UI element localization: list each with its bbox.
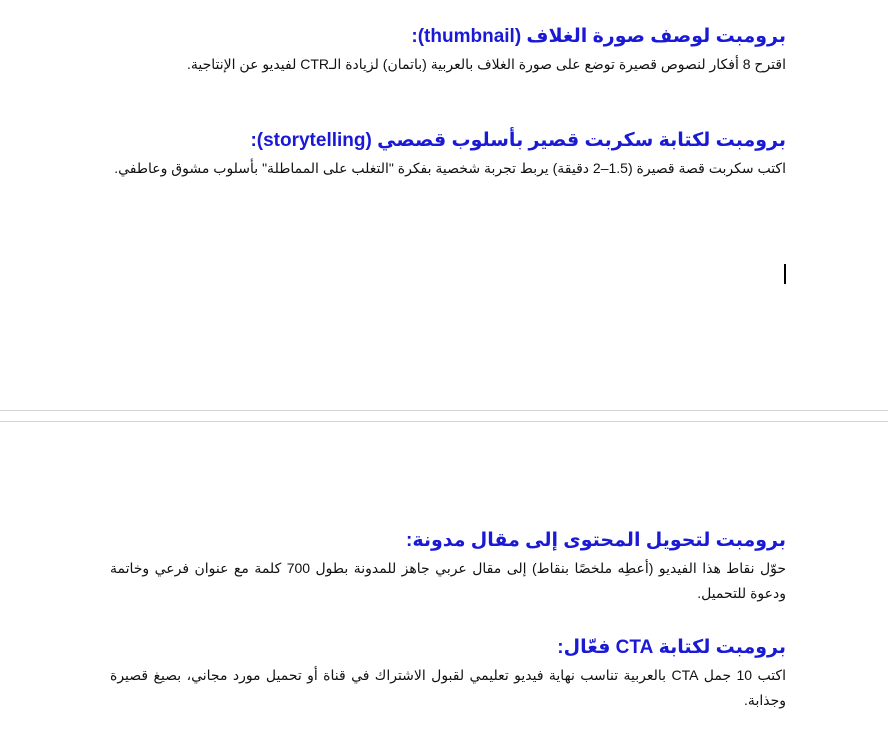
- text-cursor: [784, 264, 786, 284]
- section-storytelling-prompt: [110, 128, 786, 181]
- section-thumbnail-prompt: [110, 24, 786, 77]
- section-heading: برومبت لكتابة سكربت قصير بأسلوب قصصي (storytelling):: [250, 130, 786, 151]
- section-body[interactable]: اكتب سكربت قصة قصيرة (1.5–2 دقيقة) يربط تجربة شخصية بفكرة "التغلب على المماطلة" بأسلوب مشوق وعاطفي.: [114, 160, 786, 176]
- section-heading: برومبت لكتابة CTA فعّال:: [557, 637, 786, 658]
- section-body[interactable]: اكتب 10 جمل CTA بالعربية تناسب نهاية فيديو تعليمي لقبول الاشتراك في قناة أو تحميل مورد مجاني، بصيغ قصيرة وجذابة.: [110, 667, 786, 708]
- document-page-2: [0, 422, 888, 739]
- section-blog-prompt: [110, 528, 786, 606]
- section-cta-prompt: [110, 635, 786, 713]
- section-body[interactable]: اقترح 8 أفكار لنصوص قصيرة توضع على صورة الغلاف بالعربية (باتمان) لزيادة الـCTR لفيديو عن الإنتاجية.: [187, 56, 786, 72]
- page-break: [0, 410, 888, 422]
- section-heading: برومبت لوصف صورة الغلاف (thumbnail):: [411, 26, 786, 47]
- section-heading: برومبت لتحويل المحتوى إلى مقال مدونة:: [406, 530, 786, 551]
- section-body[interactable]: حوّل نقاط هذا الفيديو (أعطِه ملخصًا بنقاط) إلى مقال عربي جاهز للمدونة بطول 700 كلمة مع عنوان فرعي وخاتمة ودعوة للتحميل.: [110, 560, 787, 601]
